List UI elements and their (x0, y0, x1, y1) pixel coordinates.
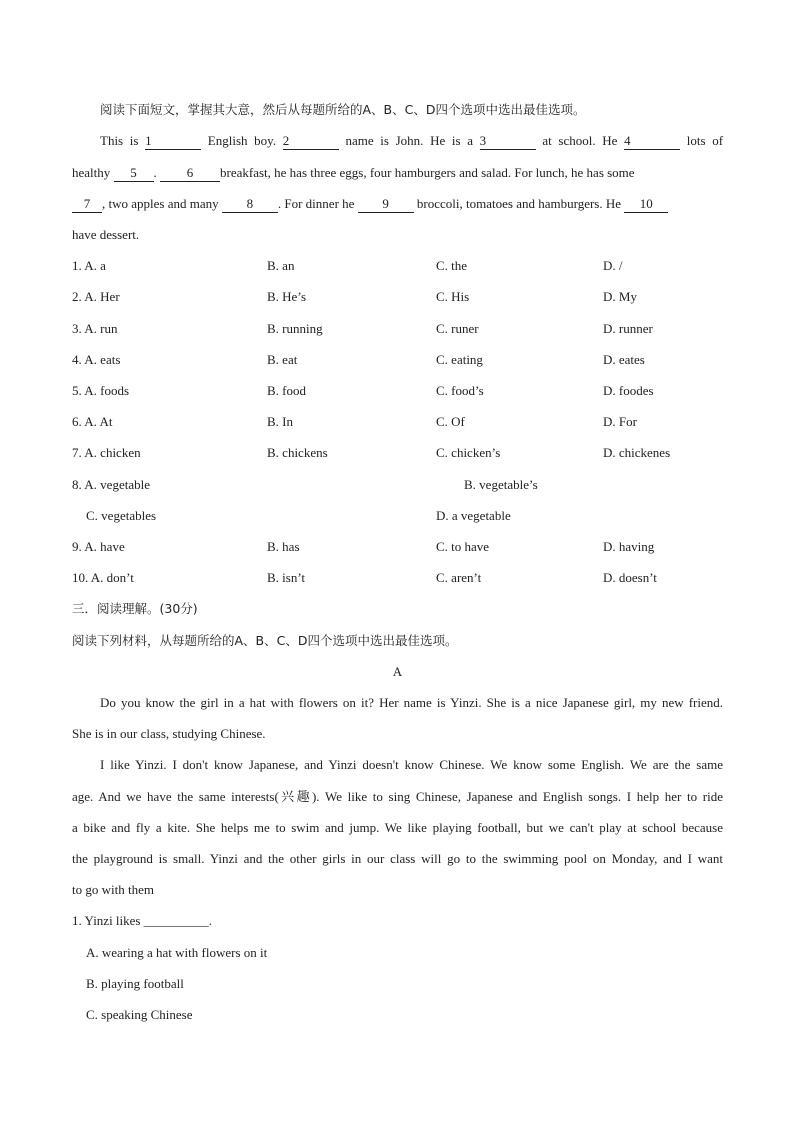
option-4a: 4. A. eats (72, 352, 121, 367)
passage-line-3: 7 , two apples and many 8 . For dinner he 9 broccoli, tomatoes and hamburgers. He 10 (72, 193, 723, 215)
option-8c: C. vegetables (86, 508, 157, 523)
blank-4: 4 (624, 132, 680, 150)
passage-a-line: age. And we have the same interests(兴趣). We like to sing Chinese, Japanese and English songs. I help her to ride (72, 789, 723, 804)
option-2d: D. My (603, 289, 637, 304)
option-1d: D. / (603, 258, 623, 273)
option-10a: 10. A. don’t (72, 570, 134, 585)
option-6c: C. Of (436, 414, 465, 429)
option-9b: B. has (267, 539, 300, 554)
option-9d: D. having (603, 539, 655, 554)
question-1-option-b: B. playing football (86, 976, 184, 991)
option-1c: C. the (436, 258, 468, 273)
blank-9: 9 (358, 195, 414, 213)
option-2a: 2. A. Her (72, 289, 120, 304)
option-6a: 6. A. At (72, 414, 113, 429)
passage-a-line: She is in our class, studying Chinese. (72, 726, 266, 741)
blank-7: 7 (72, 195, 102, 213)
option-1a: 1. A. a (72, 258, 106, 273)
passage-line-2: healthy 5 . 6 breakfast, he has three eggs, four hamburgers and salad. For lunch, he has some (72, 165, 635, 180)
option-4b: B. eat (267, 352, 298, 367)
section-heading: 三．阅读理解。(30分) (72, 601, 198, 616)
option-5a: 5. A. foods (72, 383, 130, 398)
option-6d: D. For (603, 414, 637, 429)
option-3d: D. runner (603, 321, 653, 336)
blank-2: 2 (283, 132, 339, 150)
option-10c: C. aren’t (436, 570, 482, 585)
passage-a-line: Do you know the girl in a hat with flowers on it? Her name is Yinzi. She is a nice Japanese girl, my new friend. (100, 695, 723, 710)
option-10b: B. isn’t (267, 570, 306, 585)
option-5d: D. foodes (603, 383, 654, 398)
option-8d: D. a vegetable (436, 508, 511, 523)
passage-line-1: This is 1 English boy. 2 name is John. He is a 3 at school. He 4 lots of (100, 133, 724, 148)
blank-8: 8 (222, 195, 278, 213)
option-6b: B. In (267, 414, 293, 429)
blank-6: 6 (160, 164, 220, 182)
option-3c: C. runer (436, 321, 479, 336)
option-7d: D. chickenes (603, 445, 671, 460)
option-2c: C. His (436, 289, 470, 304)
option-7a: 7. A. chicken (72, 445, 141, 460)
passage-a-line: I like Yinzi. I don't know Japanese, and Yinzi doesn't know Chinese. We know some English. We are the same (100, 757, 723, 772)
option-3b: B. running (267, 321, 323, 336)
option-9a: 9. A. have (72, 539, 125, 554)
option-5b: B. food (267, 383, 306, 398)
option-7c: C. chicken’s (436, 445, 501, 460)
instruction-2: 阅读下列材料，从每题所给的A、B、C、D四个选项中选出最佳选项。 (72, 633, 458, 648)
passage-a-title: A (392, 664, 403, 679)
option-1b: B. an (267, 258, 295, 273)
passage-line-4: have dessert. (72, 227, 140, 242)
passage-a-line: a bike and fly a kite. She helps me to swim and jump. We like playing football, but we can't play at school because (72, 820, 723, 835)
option-4d: D. eates (603, 352, 645, 367)
option-2b: B. He’s (267, 289, 306, 304)
option-10d: D. doesn’t (603, 570, 657, 585)
instruction-1: 阅读下面短文，掌握其大意，然后从每题所给的A、B、C、D四个选项中选出最佳选项。 (100, 102, 586, 117)
question-1 (72, 910, 723, 932)
passage-a-line: to go with them (72, 882, 154, 897)
option-8b: B. vegetable’s (464, 477, 538, 492)
question-1-stem: 1. Yinzi likes (72, 913, 141, 928)
question-1-blank: __________. (143, 913, 212, 928)
option-7b: B. chickens (267, 445, 328, 460)
blank-3: 3 (480, 132, 536, 150)
option-9c: C. to have (436, 539, 490, 554)
blank-10: 10 (624, 195, 668, 213)
option-3a: 3. A. run (72, 321, 118, 336)
question-1-option-a: A. wearing a hat with flowers on it (86, 945, 268, 960)
option-8a: 8. A. vegetable (72, 477, 150, 492)
option-5c: C. food’s (436, 383, 484, 398)
passage-a-line: the playground is small. Yinzi and the other girls in our class will go to the swimming pool on Monday, and I want (72, 851, 723, 866)
question-1-option-c: C. speaking Chinese (86, 1007, 193, 1022)
option-4c: C. eating (436, 352, 483, 367)
blank-5: 5 (114, 164, 154, 182)
blank-1: 1 (145, 132, 201, 150)
